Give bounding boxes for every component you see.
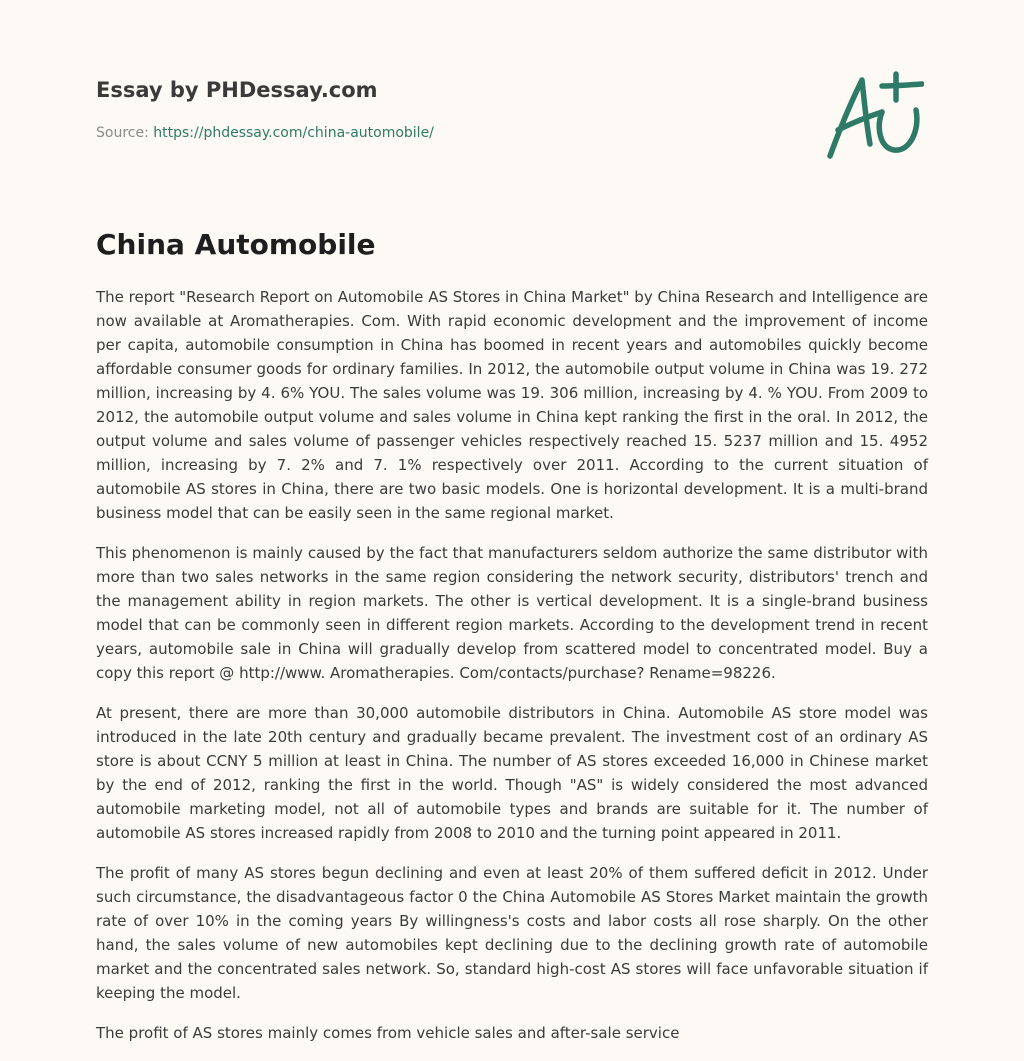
- source-label: Source:: [96, 125, 154, 141]
- site-brand: Essay by PHDessay.com: [96, 78, 378, 102]
- source-line: [96, 124, 434, 142]
- paragraph: At present, there are more than 30,000 automobile distributors in China. Automobile AS store model was introduced in the late 20th century and gradually became prevalent. The investment cost of an ordinary AS store is about CCNY 5 million at least in China. The number of AS stores exceeded 16,000 in Chinese market by the end of 2012, ranking the first in the world. Though "AS" is widely considered the most advanced automobile marketing model, not all of automobile types and brands are suitable for it. The number of automobile AS stores increased rapidly from 2008 to 2010 and the turning point appeared in 2011.: [96, 704, 928, 842]
- essay-body: [96, 285, 928, 1061]
- paragraph: The report "Research Report on Automobile AS Stores in China Market" by China Research and Intelligence are now available at Aromatherapies. Com. With rapid economic development and the improvement of income per capita, automobile consumption in China has boomed in recent years and automobiles quickly become affordable consumer goods for ordinary families. In 2012, the automobile output volume in China was 19. 272 million, increasing by 4. 6% YOU. The sales volume was 19. 306 million, increasing by 4. % YOU. From 2009 to 2012, the automobile output volume and sales volume in China kept ranking the first in the oral. In 2012, the output volume and sales volume of passenger vehicles respectively reached 15. 5237 million and 15. 4952 million, increasing by 7. 2% and 7. 1% respectively over 2011. According to the current situation of automobile AS stores in China, there are two basic models. One is horizontal development. It is a multi-brand business model that can be easily seen in the same regional market.: [96, 288, 928, 522]
- paragraph: The profit of AS stores mainly comes from vehicle sales and after-sale service: [96, 1024, 680, 1042]
- source-link[interactable]: https://phdessay.com/china-automobile/: [153, 125, 434, 141]
- page-header: [96, 0, 928, 200]
- a-plus-logo-icon: [824, 68, 924, 164]
- essay-title: China Automobile: [96, 228, 376, 261]
- essay-page: [96, 0, 928, 1042]
- paragraph: The profit of many AS stores begun declining and even at least 20% of them suffered deficit in 2012. Under such circumstance, the disadvantageous factor 0 the China Automobile AS Stores Market maintain the growth rate of over 10% in the coming years By willingness's costs and labor costs all rose sharply. On the other hand, the sales volume of new automobiles kept declining due to the declining growth rate of automobile market and the concentrated sales network. So, standard high-cost AS stores will face unfavorable situation if keeping the model.: [96, 864, 928, 1002]
- paragraph: This phenomenon is mainly caused by the fact that manufacturers seldom authorize the same distributor with more than two sales networks in the same region considering the network security, distributors' trench and the management ability in region markets. The other is vertical development. It is a single-brand business model that can be commonly seen in different region markets. According to the development trend in recent years, automobile sale in China will gradually develop from scattered model to concentrated model. Buy a copy this report @ http://www. Aromatherapies. Com/contacts/purchase? Rename=98226.: [96, 544, 928, 682]
